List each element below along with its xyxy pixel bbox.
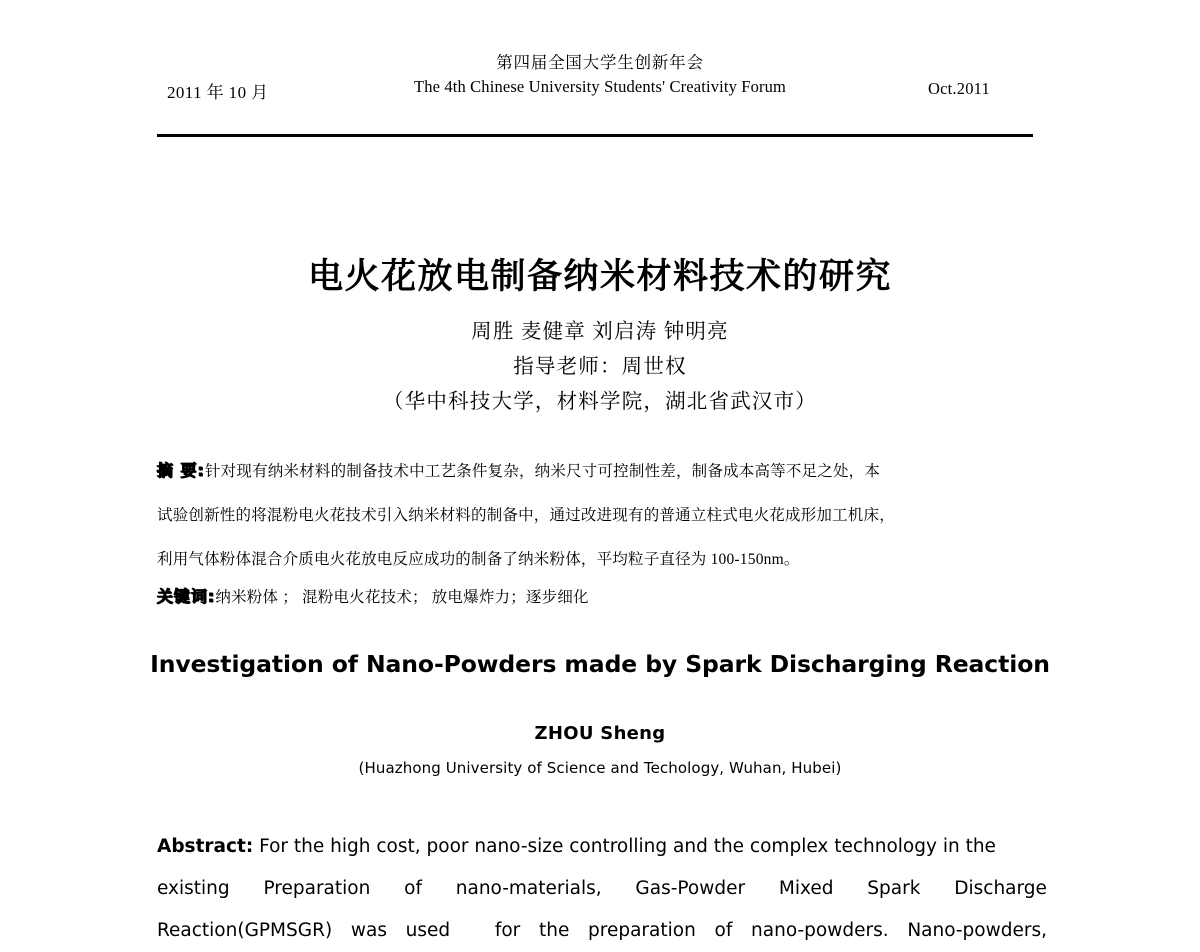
abstract-label-cn: 摘 要: — [157, 461, 205, 480]
advisor-cn: 指导老师：周世权 — [513, 356, 687, 378]
abstract-en-line-1 — [157, 826, 1047, 868]
abstract-en-word: Gas-Powder — [635, 878, 746, 899]
abstract-en-word: Reaction(GPMSGR) — [157, 920, 333, 941]
abstract-en-word: Preparation — [263, 878, 371, 899]
abstract-en-word: nano-materials, — [455, 878, 602, 899]
affiliation-cn: （华中科技大学，材料学院，湖北省武汉市） — [383, 391, 817, 413]
header-conference — [300, 52, 900, 99]
abstract-en-word: used — [405, 920, 451, 941]
abstract-en-line-3 — [157, 910, 1047, 952]
abstract-en-line-2 — [157, 868, 1047, 910]
keywords-label-cn: 关键词: — [157, 587, 216, 606]
keywords-cn-text: 纳米粉体 ； 混粉电火花技术； 放电爆炸力；逐步细化 — [215, 589, 589, 606]
page-header — [0, 52, 1200, 114]
header-divider-rule — [157, 134, 1033, 137]
abstract-en-word: Nano-powders, — [907, 920, 1047, 941]
affiliation-en: (Huazhong University of Science and Techology, Wuhan, Hubei) — [358, 759, 842, 777]
abstract-en-word: Mixed — [778, 878, 834, 899]
abstract-en-word: Spark — [867, 878, 921, 899]
abstract-en-text-1: For the high cost, poor nano-size controlling and the complex technology in the — [259, 836, 996, 857]
abstract-en-word: the — [538, 920, 570, 941]
page-title-cn: 电火花放电制备纳米材料技术的研究 — [307, 257, 892, 297]
abstract-cn — [157, 449, 1047, 613]
abstract-en-word: of — [404, 878, 422, 899]
abstract-label-en: Abstract: — [157, 836, 254, 857]
header-date-en: Oct.2011 — [928, 79, 990, 98]
abstract-en-word: existing — [157, 878, 230, 899]
author-en: ZHOU Sheng — [534, 723, 666, 744]
authors-cn: 周胜 麦健章 刘启涛 钟明亮 — [471, 321, 729, 343]
abstract-en-word: Discharge — [954, 878, 1047, 899]
abstract-cn-line-1 — [157, 449, 1047, 494]
abstract-en-word: was — [350, 920, 387, 941]
abstract-en-word: for — [494, 920, 521, 941]
abstract-en-word: nano-powders. — [751, 920, 889, 941]
abstract-en-word: preparation — [588, 920, 696, 941]
abstract-cn-line-3: 利用气体粉体混合介质电火花放电反应成功的制备了纳米粉体，平均粒子直径为 100-150nm。 — [157, 551, 800, 568]
abstract-en-word: of — [714, 920, 733, 941]
abstract-cn-line-2: 试验创新性的将混粉电火花技术引入纳米材料的制备中，通过改进现有的普通立柱式电火花成形加工机床， — [157, 507, 895, 524]
abstract-en — [157, 826, 1047, 952]
header-conference-cn: 第四届全国大学生创新年会 — [496, 53, 704, 72]
header-conference-en: The 4th Chinese University Students' Creativity Forum — [413, 77, 787, 97]
abstract-cn-text-1: 针对现有纳米材料的制备技术中工艺条件复杂，纳米尺寸可控制性差，制备成本高等不足之处，本 — [204, 463, 881, 480]
page-title-en: Investigation of Nano-Powders made by Spark Discharging Reaction — [150, 650, 1050, 678]
header-date-cn: 2011 年 10 月 — [167, 83, 269, 102]
keywords-cn — [157, 582, 1047, 613]
